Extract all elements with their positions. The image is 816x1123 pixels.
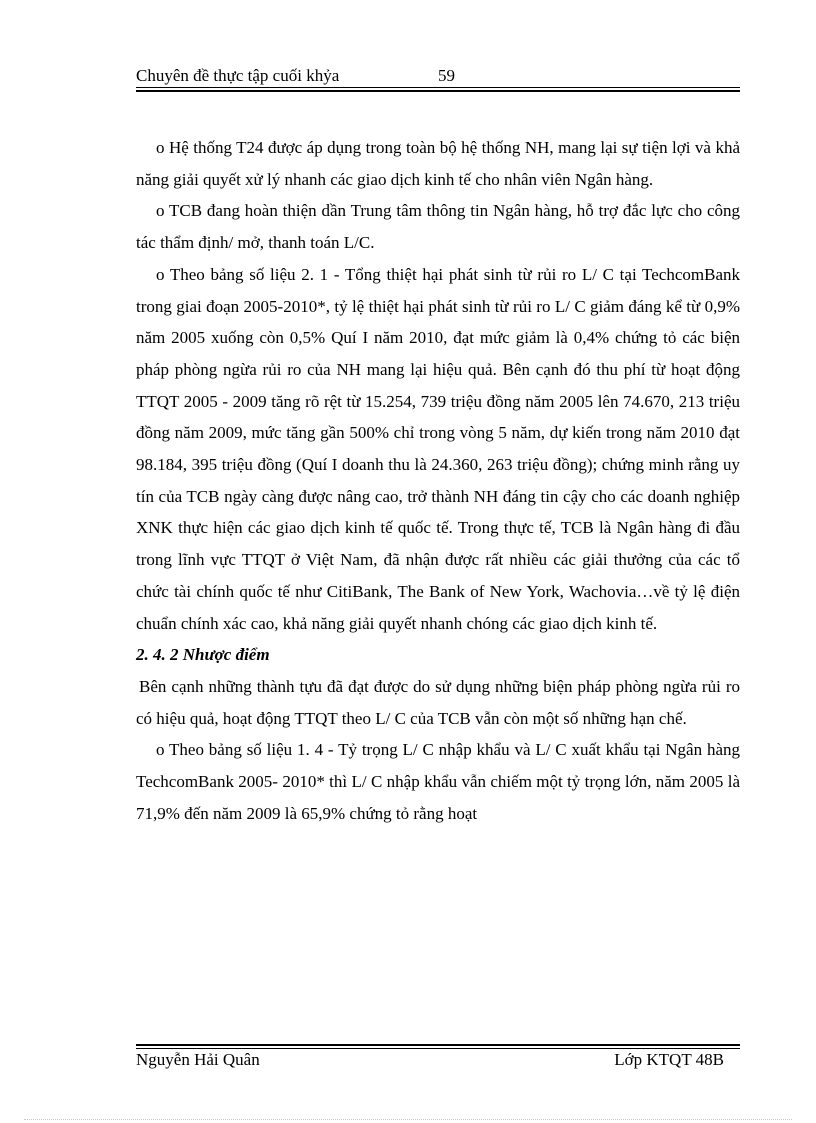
footer-author: Nguyễn Hải Quân [136, 1050, 260, 1069]
paragraph-intro-weaknesses: Bên cạnh những thành tựu đã đạt được do sử dụng những biện pháp phòng ngừa rủi ro có hiệu quả, hoạt động TTQT theo L/ C của TCB vẫn còn một số những hạn chế. [136, 676, 740, 728]
header-rule-thin [136, 87, 740, 88]
section-heading: 2. 4. 2 Nhược điểm [136, 645, 270, 665]
document-body [136, 132, 740, 829]
page-edge-dotted-line [24, 1119, 792, 1120]
footer-class: Lớp KTQT 48B [614, 1050, 724, 1069]
paragraph-import-share: o Theo bảng số liệu 1. 4 - Tỷ trọng L/ C nhập khẩu và L/ C xuất khẩu tại Ngân hàng TechcomBank 2005- 2010* thì L/ C nhập khẩu vẫn chiếm một tỷ trọng lớn, năm 2005 là 71,9% đến năm 2009 là 65,9% chứng tỏ rằng hoạt [136, 740, 740, 823]
header-rule-thick [136, 90, 740, 92]
page-header [136, 62, 740, 88]
paragraph-loss-statistics: o Theo bảng số liệu 2. 1 - Tổng thiệt hại phát sinh từ rủi ro L/ C tại TechcomBank trong giai đoạn 2005-2010*, tỷ lệ thiệt hại phát sinh từ rủi ro L/ C giảm đáng kể từ 0,9% năm 2005 xuống còn 0,5% Quí I năm 2010, đạt mức giảm là 0,4% chứng tỏ các biện pháp phòng ngừa rủi ro của NH mang lại hiệu quả. Bên cạnh đó thu phí từ hoạt động TTQT 2005 - 2009 tăng rõ rệt từ 15.254, 739 triệu đồng năm 2005 lên 74.670, 213 triệu đồng năm 2009, mức tăng gần 500% chỉ trong vòng 5 năm, dự kiến trong năm 2010 đạt 98.184, 395 triệu đồng (Quí I doanh thu là 24.360, 263 triệu đồng); chứng minh rằng uy tín của TCB ngày càng được nâng cao, trở thành NH đáng tin cậy cho các doanh nghiệp XNK thực hiện các giao dịch kinh tế quốc tế. Trong thực tế, TCB là Ngân hàng đi đầu trong lĩnh vực TTQT ở Việt Nam, đã nhận được rất nhiều các giải thưởng của các tổ chức tài chính quốc tế như CitiBank, The Bank of New York, Wachovia…về tỷ lệ điện chuẩn chính xác cao, khả năng giải quyết nhanh chóng các giao dịch kinh tế. [136, 264, 740, 633]
footer-rule-thin [136, 1048, 740, 1049]
paragraph-info-center: o TCB đang hoàn thiện dần Trung tâm thông tin Ngân hàng, hỗ trợ đắc lực cho công tác thẩm định/ mở, thanh toán L/C. [136, 201, 740, 253]
page-number: 59 [438, 66, 455, 85]
paragraph-t24: o Hệ thống T24 được áp dụng trong toàn bộ hệ thống NH, mang lại sự tiện lợi và khả năng giải quyết xử lý nhanh các giao dịch kinh tế cho nhân viên Ngân hàng. [136, 138, 740, 189]
header-title: Chuyên đề thực tập cuối khỷa [136, 66, 340, 85]
footer-rule-thick [136, 1044, 740, 1046]
page-footer [136, 1050, 740, 1074]
